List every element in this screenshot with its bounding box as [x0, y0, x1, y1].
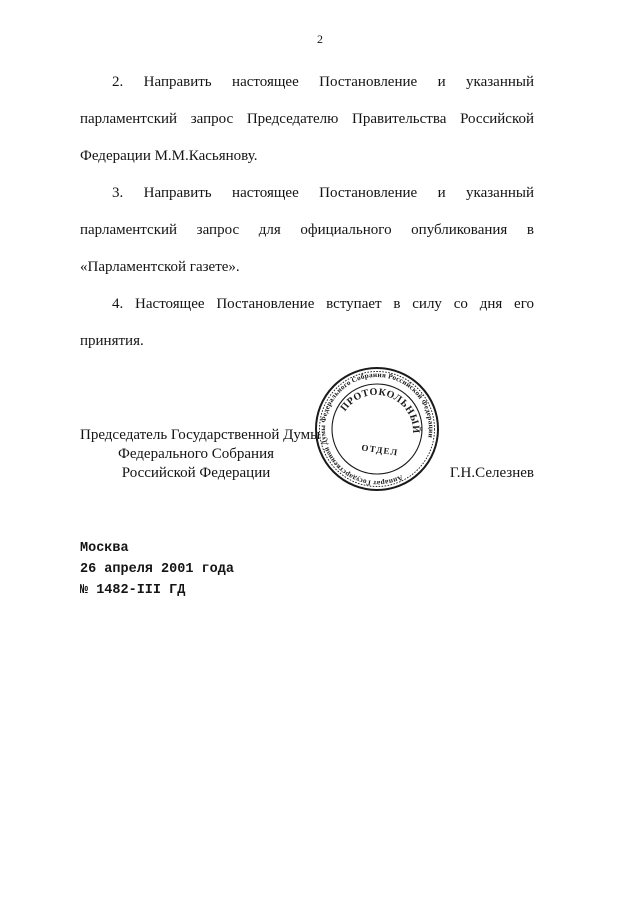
- text-line: 4. Настоящее Постановление вступает в силу со дня его: [112, 296, 534, 312]
- text-line: 3. Направить настоящее Постановление и указанный: [112, 185, 534, 201]
- text-line: «Парламентской газете».: [80, 259, 240, 275]
- footer-date: 26 апреля 2001 года: [80, 562, 234, 577]
- svg-text:Аппарат Государственной Думы Ф: [314, 366, 440, 492]
- signatory-title-line-2: Федерального Собрания: [117, 446, 275, 462]
- text-line: парламентский запрос Председателю Правительства Российской: [80, 111, 534, 127]
- text-line: парламентский запрос для официального опубликования в: [80, 222, 534, 238]
- stamp-outer-text: Аппарат Государственной Думы Федерального Собрания Российской Федерации: [318, 370, 436, 488]
- page-number: 2: [317, 32, 323, 46]
- text-line: принятия.: [80, 333, 144, 349]
- signatory-name: Г.Н.Селезнев: [449, 465, 534, 481]
- signatory-title-line-1: Председатель Государственной Думы: [80, 427, 321, 443]
- footer-document-number: № 1482-III ГД: [80, 583, 186, 598]
- stamp-inner-text: ПРОТОКОЛЬНЫЙ: [338, 386, 422, 435]
- document-body: [80, 64, 534, 360]
- footer-city: Москва: [80, 541, 129, 556]
- paragraph-4: [80, 286, 534, 360]
- paragraph-2: [80, 64, 534, 175]
- signatory-title-line-3: Российской Федерации: [121, 465, 271, 481]
- paragraph-3: [80, 175, 534, 286]
- text-line: Федерации М.М.Касьянову.: [80, 148, 258, 164]
- text-line: 2. Направить настоящее Постановление и указанный: [112, 74, 534, 90]
- stamp-center-text: ОТДЕЛ: [360, 442, 400, 458]
- document-footer: [80, 538, 234, 601]
- official-seal-stamp: [314, 366, 440, 492]
